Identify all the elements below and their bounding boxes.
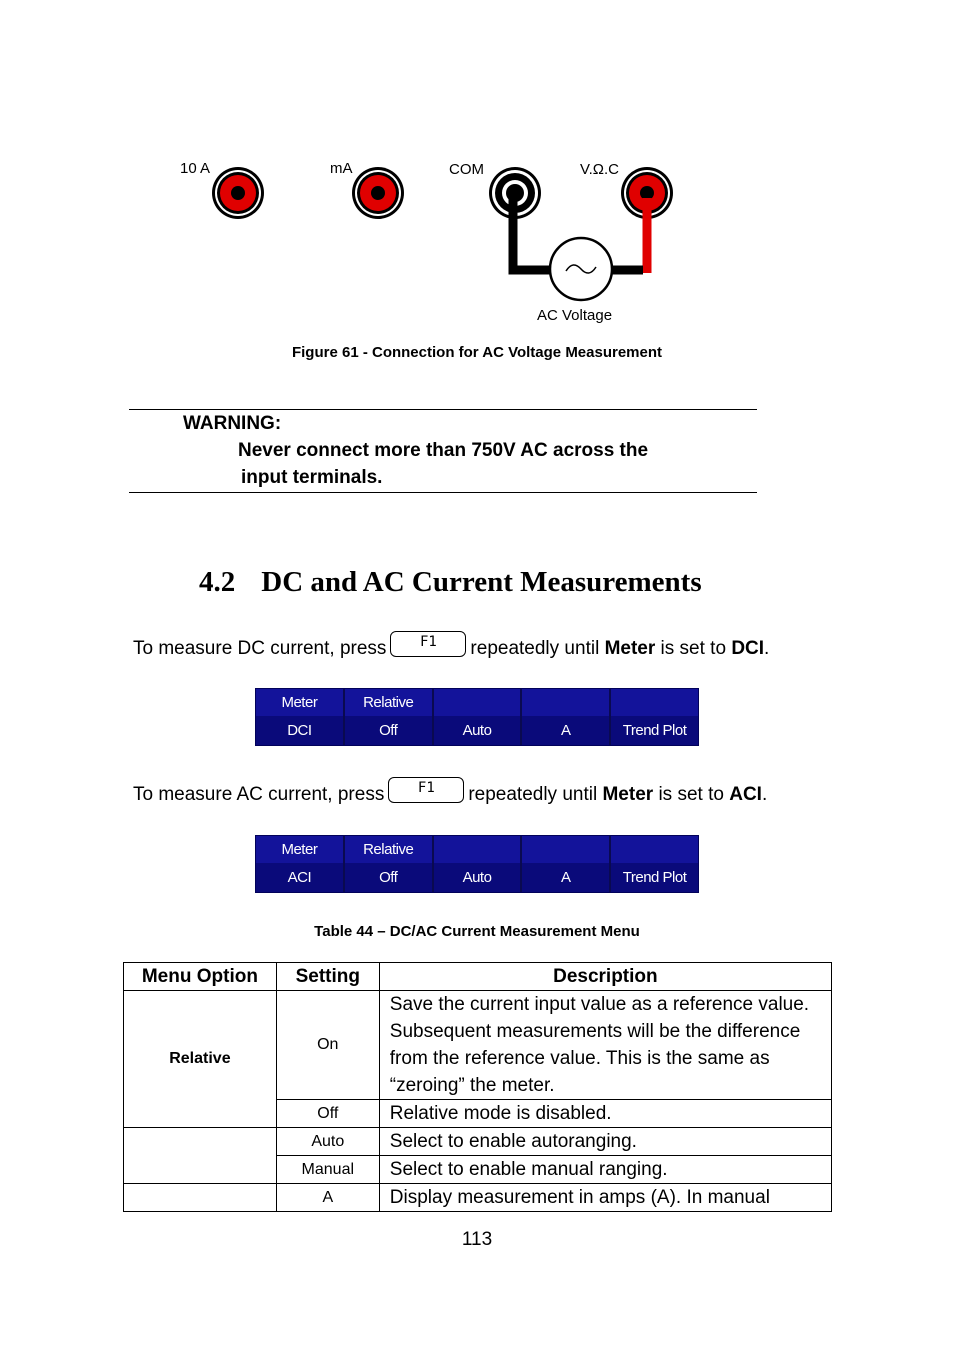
ac-text-meter: Meter: [602, 784, 654, 806]
setting-cell: Manual: [276, 1156, 379, 1184]
warning-line-2: input terminals.: [241, 467, 383, 488]
menu-label: [434, 836, 521, 863]
table-row: [124, 1184, 832, 1212]
ac-text-mid2: is set to: [658, 784, 724, 806]
f1-key: F1: [388, 777, 464, 803]
menu-label: [611, 689, 698, 716]
terminal-label-com: COM: [449, 161, 484, 178]
dc-text-mid: repeatedly until: [470, 638, 600, 660]
menu-value: ACI: [256, 863, 343, 892]
figure-caption: Figure 61 - Connection for AC Voltage Measurement: [291, 344, 663, 361]
setting-cell: Off: [276, 1100, 379, 1128]
section-title: DC and AC Current Measurements: [261, 566, 702, 598]
terminal-label-10a: 10 A: [180, 160, 211, 177]
description-cell: Display measurement in amps (A). In manual: [379, 1184, 831, 1212]
dc-menu-bar: [255, 688, 699, 746]
menu-value: Off: [345, 863, 432, 892]
menu-label: Relative: [345, 836, 432, 863]
dc-menu-relative[interactable]: [345, 689, 434, 745]
page-number: 113: [461, 1229, 493, 1250]
menu-value: Auto: [434, 863, 521, 892]
menu-label: [522, 689, 609, 716]
menu-label: Meter: [256, 689, 343, 716]
terminal-10a-jack: [212, 167, 264, 219]
warning-line-1: Never connect more than 750V AC across the: [238, 440, 649, 461]
ac-menu-bar: [255, 835, 699, 893]
ac-text-end: .: [761, 784, 768, 806]
menu-options-table: [123, 962, 832, 1212]
dc-text-meter: Meter: [604, 638, 656, 660]
dc-menu-unit[interactable]: [522, 689, 611, 745]
setting-cell: On: [276, 991, 379, 1100]
setting-cell: A: [276, 1184, 379, 1212]
description-cell: Select to enable autoranging.: [379, 1128, 831, 1156]
dc-text-end: .: [764, 638, 770, 660]
dc-menu-trend-plot[interactable]: [611, 689, 698, 745]
ac-menu-trend-plot[interactable]: [611, 836, 698, 892]
option-range: [124, 1128, 277, 1184]
menu-value: A: [522, 863, 609, 892]
dc-instruction: [133, 636, 769, 662]
table-header-row: [124, 963, 832, 991]
terminal-ma-jack: [352, 167, 404, 219]
description-cell: Save the current input value as a reference value. Subsequent measurements will be the difference from the reference value. This is the same as “zeroing” the meter.: [379, 991, 831, 1100]
ac-menu-unit[interactable]: [522, 836, 611, 892]
menu-label: [434, 689, 521, 716]
warning-title: WARNING:: [183, 413, 282, 434]
header-setting: Setting: [276, 963, 379, 991]
setting-cell: Auto: [276, 1128, 379, 1156]
table-row: [124, 1128, 832, 1156]
menu-value: Auto: [434, 716, 521, 745]
connection-diagram: [190, 160, 710, 310]
terminal-label-ma: mA: [330, 160, 353, 177]
menu-label: Meter: [256, 836, 343, 863]
f1-key: F1: [390, 631, 466, 657]
menu-label: Relative: [345, 689, 432, 716]
menu-value: Off: [345, 716, 432, 745]
header-menu-option: Menu Option: [124, 963, 277, 991]
ac-menu-range[interactable]: [434, 836, 523, 892]
ac-text-pre: To measure AC current, press: [133, 784, 385, 806]
dc-text-mid2: is set to: [660, 638, 727, 660]
option-relative: Relative: [124, 991, 277, 1128]
ac-text-aci: ACI: [729, 784, 762, 806]
ac-voltage-label: AC Voltage: [537, 307, 613, 324]
ac-menu-meter[interactable]: [256, 836, 345, 892]
menu-value: Trend Plot: [611, 863, 698, 892]
menu-label: [522, 836, 609, 863]
ac-text-mid: repeatedly until: [468, 784, 598, 806]
menu-value: A: [522, 716, 609, 745]
section-number: 4.2: [199, 566, 236, 598]
description-cell: Relative mode is disabled.: [379, 1100, 831, 1128]
terminal-label-voc: V.Ω.C: [580, 161, 620, 178]
table-row: [124, 991, 832, 1100]
option-unit: [124, 1184, 277, 1212]
section-heading: [199, 566, 702, 599]
dc-menu-meter[interactable]: [256, 689, 345, 745]
menu-label: [611, 836, 698, 863]
menu-value: DCI: [256, 716, 343, 745]
table-caption: Table 44 – DC/AC Current Measurement Menu: [314, 923, 640, 940]
description-cell: Select to enable manual ranging.: [379, 1156, 831, 1184]
dc-text-dci: DCI: [731, 638, 765, 660]
warning-bottom-rule: [129, 492, 757, 493]
header-description: Description: [379, 963, 831, 991]
dc-menu-range[interactable]: [434, 689, 523, 745]
ac-source-symbol: [550, 238, 612, 300]
ac-instruction: [133, 782, 767, 808]
warning-top-rule: [129, 409, 757, 410]
ac-menu-relative[interactable]: [345, 836, 434, 892]
dc-text-pre: To measure DC current, press: [133, 638, 387, 660]
menu-value: Trend Plot: [611, 716, 698, 745]
